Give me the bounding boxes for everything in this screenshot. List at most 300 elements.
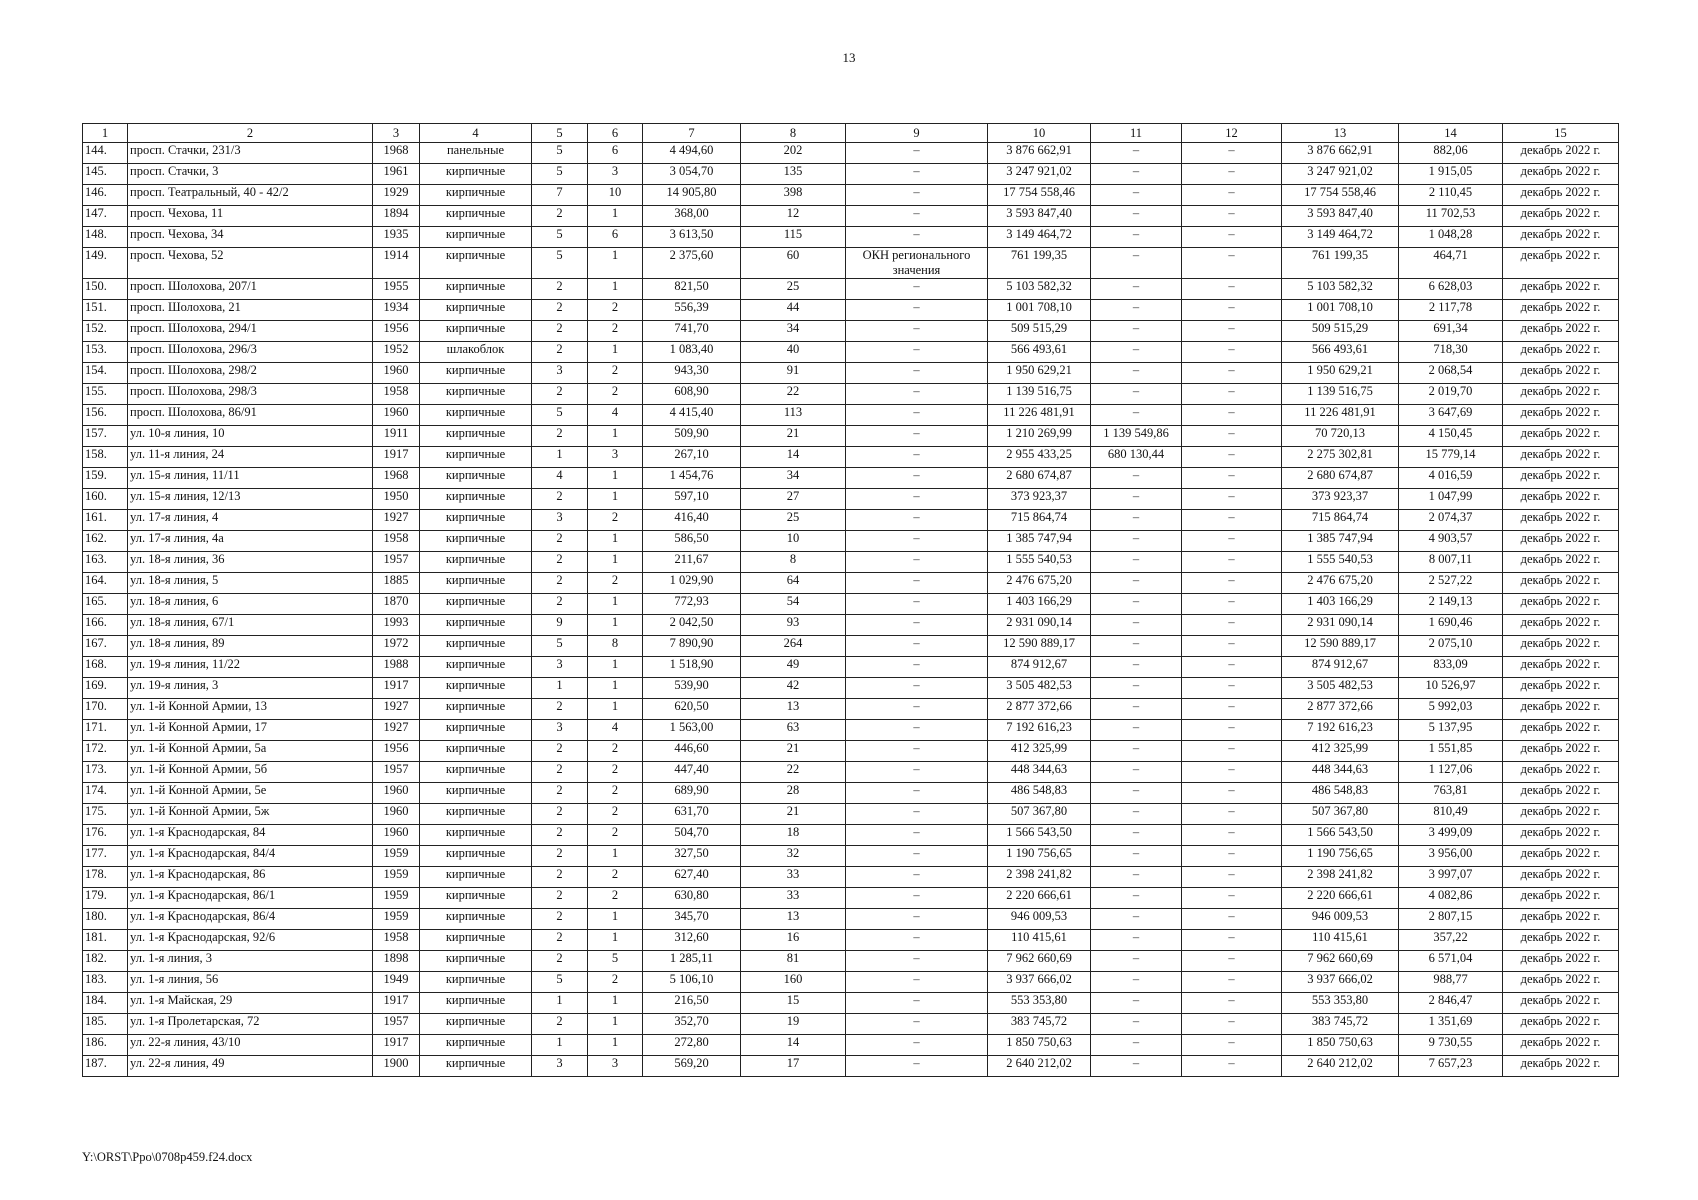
table-cell: 943,30	[643, 363, 741, 384]
table-cell: –	[1182, 825, 1282, 846]
table-cell: 13	[741, 699, 846, 720]
table-cell: просп. Шолохова, 296/3	[128, 342, 373, 363]
table-cell: –	[1182, 510, 1282, 531]
table-cell: –	[846, 206, 988, 227]
table-cell: –	[1091, 363, 1182, 384]
table-cell: 21	[741, 804, 846, 825]
table-cell: –	[1091, 678, 1182, 699]
table-cell: 3 937 666,02	[988, 972, 1091, 993]
table-cell: декабрь 2022 г.	[1503, 1035, 1619, 1056]
table-cell: 177.	[83, 846, 128, 867]
table-cell: кирпичные	[420, 657, 532, 678]
table-cell: 539,90	[643, 678, 741, 699]
table-cell: –	[1091, 594, 1182, 615]
table-cell: –	[846, 678, 988, 699]
table-cell: 17 754 558,46	[988, 185, 1091, 206]
table-cell: 135	[741, 164, 846, 185]
table-cell: ул. 17-я линия, 4а	[128, 531, 373, 552]
table-cell: 1	[588, 426, 643, 447]
table-cell: 179.	[83, 888, 128, 909]
table-cell: –	[1182, 426, 1282, 447]
table-cell: кирпичные	[420, 951, 532, 972]
table-cell: –	[846, 489, 988, 510]
table-cell: 2	[532, 206, 588, 227]
table-cell: –	[1182, 164, 1282, 185]
table-cell: 110 415,61	[988, 930, 1091, 951]
table-cell: 167.	[83, 636, 128, 657]
table-row	[83, 909, 1619, 930]
table-cell: 159.	[83, 468, 128, 489]
table-cell: 14 905,80	[643, 185, 741, 206]
table-cell: 2 680 674,87	[1282, 468, 1399, 489]
table-cell: ул. 1-я Пролетарская, 72	[128, 1014, 373, 1035]
table-cell: декабрь 2022 г.	[1503, 185, 1619, 206]
table-cell: –	[1182, 300, 1282, 321]
table-cell: –	[1182, 615, 1282, 636]
table-cell: 178.	[83, 867, 128, 888]
table-cell: –	[1091, 1014, 1182, 1035]
table-cell: кирпичные	[420, 825, 532, 846]
table-cell: 33	[741, 867, 846, 888]
table-cell: кирпичные	[420, 426, 532, 447]
table-cell: просп. Шолохова, 298/3	[128, 384, 373, 405]
table-cell: 1	[588, 993, 643, 1014]
table-cell: 1	[588, 468, 643, 489]
table-cell: 14	[741, 1035, 846, 1056]
table-cell: 166.	[83, 615, 128, 636]
table-cell: декабрь 2022 г.	[1503, 248, 1619, 279]
table-cell: 18	[741, 825, 846, 846]
table-cell: 160.	[83, 489, 128, 510]
table-cell: 486 548,83	[988, 783, 1091, 804]
table-cell: 5 106,10	[643, 972, 741, 993]
table-cell: 2	[532, 279, 588, 300]
table-cell: кирпичные	[420, 1056, 532, 1077]
table-cell: 1 190 756,65	[1282, 846, 1399, 867]
table-cell: 1898	[373, 951, 420, 972]
table-cell: 1957	[373, 552, 420, 573]
table-cell: 1900	[373, 1056, 420, 1077]
table-cell: ул. 1-й Конной Армии, 5ж	[128, 804, 373, 825]
table-cell: 183.	[83, 972, 128, 993]
table-cell: кирпичные	[420, 783, 532, 804]
table-cell: 1 950 629,21	[988, 363, 1091, 384]
table-cell: –	[846, 573, 988, 594]
table-cell: 2	[532, 573, 588, 594]
table-cell: 272,80	[643, 1035, 741, 1056]
table-cell: 2	[532, 909, 588, 930]
table-cell: 115	[741, 227, 846, 248]
table-cell: кирпичные	[420, 227, 532, 248]
table-cell: –	[1182, 636, 1282, 657]
table-row	[83, 468, 1619, 489]
table-cell: 6	[588, 227, 643, 248]
table-cell: 8 007,11	[1399, 552, 1503, 573]
table-row	[83, 1035, 1619, 1056]
table-cell: просп. Шолохова, 21	[128, 300, 373, 321]
table-cell: 448 344,63	[988, 762, 1091, 783]
table-cell: 627,40	[643, 867, 741, 888]
table-cell: просп. Чехова, 11	[128, 206, 373, 227]
table-cell: 157.	[83, 426, 128, 447]
table-cell: –	[1091, 510, 1182, 531]
table-cell: –	[1091, 867, 1182, 888]
table-cell: 1 127,06	[1399, 762, 1503, 783]
table-row	[83, 594, 1619, 615]
table-cell: –	[1091, 468, 1182, 489]
table-cell: ул. 15-я линия, 12/13	[128, 489, 373, 510]
table-cell: 1960	[373, 825, 420, 846]
table-cell: 821,50	[643, 279, 741, 300]
table-cell: 6 628,03	[1399, 279, 1503, 300]
table-cell: декабрь 2022 г.	[1503, 489, 1619, 510]
table-cell: 1	[532, 1035, 588, 1056]
table-cell: декабрь 2022 г.	[1503, 384, 1619, 405]
table-cell: 1 001 708,10	[988, 300, 1091, 321]
table-cell: 1935	[373, 227, 420, 248]
table-cell: 3 613,50	[643, 227, 741, 248]
table-row	[83, 300, 1619, 321]
table-cell: 3 149 464,72	[988, 227, 1091, 248]
table-cell: 2 680 674,87	[988, 468, 1091, 489]
table-cell: 1 083,40	[643, 342, 741, 363]
page-number: 13	[842, 50, 856, 65]
table-cell: 1	[588, 657, 643, 678]
table-cell: –	[846, 720, 988, 741]
table-row	[83, 447, 1619, 468]
table-cell: –	[1091, 930, 1182, 951]
table-cell: 1 690,46	[1399, 615, 1503, 636]
table-row	[83, 426, 1619, 447]
table-cell: 1 850 750,63	[988, 1035, 1091, 1056]
table-cell: –	[1182, 993, 1282, 1014]
table-cell: 2	[532, 321, 588, 342]
table-cell: 93	[741, 615, 846, 636]
column-header: 5	[532, 124, 588, 143]
table-cell: декабрь 2022 г.	[1503, 699, 1619, 720]
table-cell: кирпичные	[420, 447, 532, 468]
table-cell: 2 527,22	[1399, 573, 1503, 594]
table-cell: декабрь 2022 г.	[1503, 741, 1619, 762]
table-row	[83, 741, 1619, 762]
table-cell: 2	[532, 489, 588, 510]
table-cell: 2 019,70	[1399, 384, 1503, 405]
table-cell: 1 518,90	[643, 657, 741, 678]
table-cell: 168.	[83, 657, 128, 678]
table-cell: 22	[741, 384, 846, 405]
table-cell: 2	[532, 342, 588, 363]
table-cell: 54	[741, 594, 846, 615]
table-cell: 7	[532, 185, 588, 206]
table-cell: 49	[741, 657, 846, 678]
table-cell: 64	[741, 573, 846, 594]
table-cell: 11 702,53	[1399, 206, 1503, 227]
table-cell: декабрь 2022 г.	[1503, 1014, 1619, 1035]
table-cell: 1952	[373, 342, 420, 363]
table-cell: 2	[532, 384, 588, 405]
table-cell: 2 807,15	[1399, 909, 1503, 930]
table-cell: 184.	[83, 993, 128, 1014]
table-cell: –	[1182, 804, 1282, 825]
table-cell: 2	[532, 426, 588, 447]
table-cell: 631,70	[643, 804, 741, 825]
table-cell: 27	[741, 489, 846, 510]
table-cell: 833,09	[1399, 657, 1503, 678]
table-cell: –	[1182, 657, 1282, 678]
table-cell: ул. 1-я Краснодарская, 86	[128, 867, 373, 888]
table-cell: 3 505 482,53	[1282, 678, 1399, 699]
table-cell: 1894	[373, 206, 420, 227]
table-cell: 4 150,45	[1399, 426, 1503, 447]
table-cell: 398	[741, 185, 846, 206]
table-cell: –	[1182, 552, 1282, 573]
table-cell: кирпичные	[420, 615, 532, 636]
table-cell: –	[1091, 227, 1182, 248]
table-cell: 1	[588, 615, 643, 636]
table-cell: 691,34	[1399, 321, 1503, 342]
table-cell: 715 864,74	[1282, 510, 1399, 531]
table-cell: просп. Чехова, 52	[128, 248, 373, 279]
table-cell: –	[1091, 384, 1182, 405]
table-cell: 3 593 847,40	[1282, 206, 1399, 227]
table-cell: –	[1091, 993, 1182, 1014]
table-cell: 1993	[373, 615, 420, 636]
table-cell: 12 590 889,17	[1282, 636, 1399, 657]
table-cell: 553 353,80	[988, 993, 1091, 1014]
table-cell: ул. 1-й Конной Армии, 5а	[128, 741, 373, 762]
table-cell: кирпичные	[420, 510, 532, 531]
table-cell: 170.	[83, 699, 128, 720]
table-cell: –	[1182, 405, 1282, 426]
table-cell: 1914	[373, 248, 420, 279]
table-cell: 946 009,53	[988, 909, 1091, 930]
table-cell: 509 515,29	[1282, 321, 1399, 342]
table-cell: декабрь 2022 г.	[1503, 279, 1619, 300]
table-cell: 368,00	[643, 206, 741, 227]
table-cell: –	[1182, 468, 1282, 489]
table-cell: 5	[532, 164, 588, 185]
table-cell: ул. 1-й Конной Армии, 5б	[128, 762, 373, 783]
table-cell: 509,90	[643, 426, 741, 447]
column-header: 12	[1182, 124, 1282, 143]
table-cell: ул. 1-я Краснодарская, 86/4	[128, 909, 373, 930]
table-cell: 2	[588, 741, 643, 762]
table-cell: кирпичные	[420, 164, 532, 185]
table-cell: –	[1182, 594, 1282, 615]
table-cell: –	[846, 825, 988, 846]
table-cell: 2	[532, 783, 588, 804]
table-cell: декабрь 2022 г.	[1503, 573, 1619, 594]
table-row	[83, 699, 1619, 720]
table-cell: кирпичные	[420, 930, 532, 951]
table-row	[83, 363, 1619, 384]
table-cell: 1 403 166,29	[1282, 594, 1399, 615]
table-cell: –	[1182, 699, 1282, 720]
table-cell: 7 962 660,69	[988, 951, 1091, 972]
table-cell: 1 048,28	[1399, 227, 1503, 248]
column-header: 11	[1091, 124, 1182, 143]
table-row	[83, 552, 1619, 573]
table-cell: 264	[741, 636, 846, 657]
footer-file-path: Y:\ORST\Ppo\0708p459.f24.docx	[82, 1150, 253, 1164]
table-row	[83, 1014, 1619, 1035]
table-row	[83, 951, 1619, 972]
table-cell: 34	[741, 468, 846, 489]
table-cell: –	[1091, 762, 1182, 783]
table-cell: –	[846, 1014, 988, 1035]
table-row	[83, 573, 1619, 594]
table-cell: кирпичные	[420, 321, 532, 342]
table-cell: –	[846, 699, 988, 720]
table-cell: –	[1182, 972, 1282, 993]
table-cell: декабрь 2022 г.	[1503, 762, 1619, 783]
table-cell: 988,77	[1399, 972, 1503, 993]
table-cell: ул. 17-я линия, 4	[128, 510, 373, 531]
table-cell: 169.	[83, 678, 128, 699]
table-cell: –	[1182, 720, 1282, 741]
table-cell: 1 190 756,65	[988, 846, 1091, 867]
table-cell: –	[1091, 699, 1182, 720]
table-cell: 412 325,99	[988, 741, 1091, 762]
table-cell: –	[1182, 489, 1282, 510]
table-cell: 7 962 660,69	[1282, 951, 1399, 972]
table-cell: 2 877 372,66	[988, 699, 1091, 720]
table-row	[83, 930, 1619, 951]
table-cell: –	[846, 552, 988, 573]
table-cell: 171.	[83, 720, 128, 741]
table-cell: 1	[588, 531, 643, 552]
table-cell: 1917	[373, 993, 420, 1014]
table-cell: 2 931 090,14	[1282, 615, 1399, 636]
table-cell: кирпичные	[420, 909, 532, 930]
column-header: 15	[1503, 124, 1619, 143]
table-cell: 2 220 666,61	[1282, 888, 1399, 909]
table-cell: кирпичные	[420, 762, 532, 783]
table-cell: 1959	[373, 909, 420, 930]
table-cell: 2 220 666,61	[988, 888, 1091, 909]
table-cell: 3	[588, 447, 643, 468]
table-cell: –	[846, 846, 988, 867]
table-cell: 5 103 582,32	[1282, 279, 1399, 300]
table-cell: 1959	[373, 846, 420, 867]
table-cell: 16	[741, 930, 846, 951]
table-row	[83, 1056, 1619, 1077]
table-cell: 464,71	[1399, 248, 1503, 279]
table-cell: 1917	[373, 678, 420, 699]
table-cell: кирпичные	[420, 206, 532, 227]
table-cell: 267,10	[643, 447, 741, 468]
table-cell: –	[846, 342, 988, 363]
table-cell: 597,10	[643, 489, 741, 510]
table-cell: 2	[588, 804, 643, 825]
table-cell: 4 082,86	[1399, 888, 1503, 909]
table-cell: 1 566 543,50	[988, 825, 1091, 846]
table-cell: 1 385 747,94	[1282, 531, 1399, 552]
table-row	[83, 867, 1619, 888]
table-cell: 146.	[83, 185, 128, 206]
table-cell: 110 415,61	[1282, 930, 1399, 951]
table-cell: –	[1091, 552, 1182, 573]
table-row	[83, 720, 1619, 741]
table-cell: 1949	[373, 972, 420, 993]
table-cell: –	[1091, 185, 1182, 206]
table-cell: декабрь 2022 г.	[1503, 206, 1619, 227]
table-cell: 620,50	[643, 699, 741, 720]
table-cell: 9	[532, 615, 588, 636]
table-cell: 8	[588, 636, 643, 657]
table-cell: 2 149,13	[1399, 594, 1503, 615]
table-cell: 21	[741, 426, 846, 447]
table-cell: 2	[588, 888, 643, 909]
table-cell: 155.	[83, 384, 128, 405]
table-row	[83, 846, 1619, 867]
table-cell: 2	[588, 363, 643, 384]
table-cell: кирпичные	[420, 552, 532, 573]
table-cell: декабрь 2022 г.	[1503, 657, 1619, 678]
table-row	[83, 510, 1619, 531]
table-cell: 174.	[83, 783, 128, 804]
table-cell: 2	[532, 594, 588, 615]
table-cell: 383 745,72	[1282, 1014, 1399, 1035]
table-cell: 7 192 616,23	[988, 720, 1091, 741]
table-cell: –	[846, 447, 988, 468]
table-cell: 1	[588, 846, 643, 867]
table-cell: кирпичные	[420, 279, 532, 300]
table-cell: 2	[588, 867, 643, 888]
table-cell: ул. 1-я Краснодарская, 92/6	[128, 930, 373, 951]
table-cell: 1	[588, 678, 643, 699]
table-cell: 566 493,61	[988, 342, 1091, 363]
table-cell: 1972	[373, 636, 420, 657]
table-cell: 4 415,40	[643, 405, 741, 426]
table-cell: 180.	[83, 909, 128, 930]
table-row	[83, 143, 1619, 164]
table-cell: –	[846, 888, 988, 909]
table-cell: кирпичные	[420, 636, 532, 657]
table-cell: 345,70	[643, 909, 741, 930]
table-cell: 1960	[373, 783, 420, 804]
table-cell: кирпичные	[420, 972, 532, 993]
table-cell: 176.	[83, 825, 128, 846]
table-cell: 1956	[373, 741, 420, 762]
table-cell: –	[846, 930, 988, 951]
table-cell: 1 139 516,75	[1282, 384, 1399, 405]
table-cell: –	[846, 615, 988, 636]
table-cell: 2	[532, 762, 588, 783]
table-cell: декабрь 2022 г.	[1503, 468, 1619, 489]
table-body	[83, 124, 1619, 1077]
table-cell: 162.	[83, 531, 128, 552]
table-cell: 3	[532, 657, 588, 678]
table-cell: –	[1182, 1014, 1282, 1035]
table-row	[83, 321, 1619, 342]
table-cell: 412 325,99	[1282, 741, 1399, 762]
table-cell: 91	[741, 363, 846, 384]
table-cell: 1960	[373, 804, 420, 825]
table-cell: 161.	[83, 510, 128, 531]
table-cell: 1	[588, 594, 643, 615]
table-cell: декабрь 2022 г.	[1503, 783, 1619, 804]
table-cell: –	[846, 164, 988, 185]
table-cell: –	[1091, 741, 1182, 762]
table-cell: 509 515,29	[988, 321, 1091, 342]
table-cell: 1917	[373, 447, 420, 468]
column-header: 13	[1282, 124, 1399, 143]
table-cell: –	[1091, 531, 1182, 552]
table-cell: 1955	[373, 279, 420, 300]
table-row	[83, 615, 1619, 636]
table-cell: 4 016,59	[1399, 468, 1503, 489]
